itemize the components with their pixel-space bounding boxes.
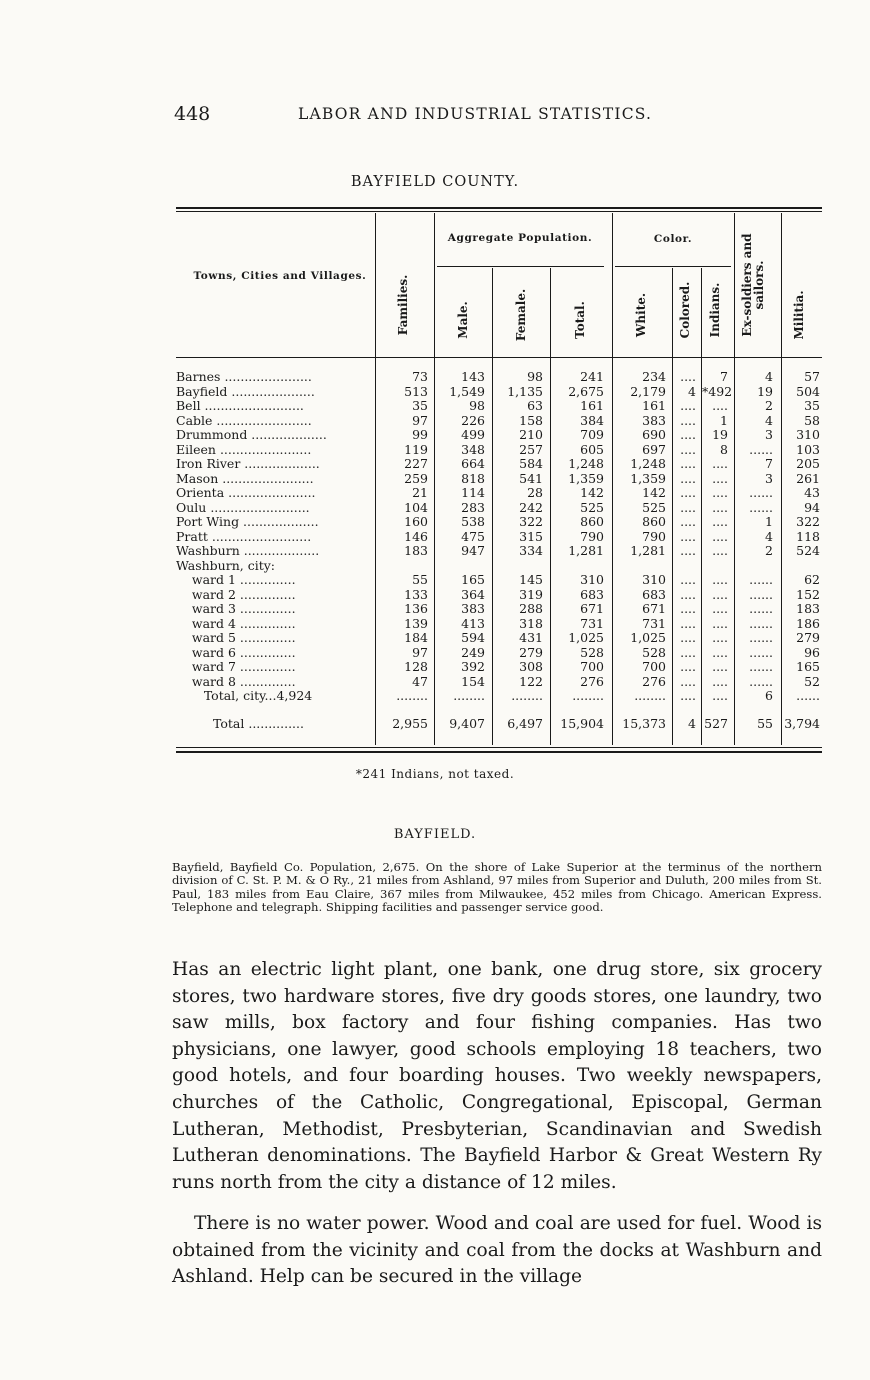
- cell-indians: 8: [720, 441, 728, 457]
- cell-male: 114: [461, 485, 485, 500]
- cell-indians: ....: [712, 644, 728, 660]
- col-header-white: White.: [634, 292, 648, 338]
- row-name: Iron River ...................: [176, 456, 320, 471]
- cell-militia: 504: [796, 383, 820, 399]
- cell-male: ........: [453, 688, 485, 703]
- table-row: [176, 617, 822, 632]
- cell-male: 413: [461, 615, 485, 631]
- cell-male: 818: [461, 470, 485, 486]
- cell-indians: ....: [712, 528, 728, 544]
- cell-indians: ....: [712, 630, 728, 645]
- cell-families: 99: [412, 427, 428, 442]
- cell-colored: 4: [688, 383, 696, 399]
- table-row: [176, 646, 822, 661]
- cell-ex: 6: [765, 688, 773, 703]
- table-row: [176, 414, 822, 429]
- cell-colored: ....: [680, 514, 696, 529]
- table-row: [176, 370, 822, 385]
- table-row: [176, 515, 822, 530]
- table-row: [176, 573, 822, 588]
- cell-colored: ....: [680, 659, 696, 674]
- cell-colored: ....: [680, 572, 696, 587]
- cell-white: 790: [642, 528, 666, 544]
- cell-total: 605: [580, 441, 604, 457]
- row-name: Oulu .........................: [176, 499, 310, 515]
- cell-militia: 165: [796, 659, 820, 674]
- cell-ex: ......: [749, 673, 773, 689]
- cell-white: 310: [642, 572, 666, 587]
- cell-male: 538: [461, 514, 485, 529]
- cell-female: 158: [519, 412, 543, 428]
- cell-ex: 2: [765, 543, 773, 558]
- row-name: Pratt .........................: [176, 528, 312, 544]
- cell-families: 259: [404, 470, 428, 486]
- cell-white: 2,179: [630, 383, 666, 399]
- col-header-color: Color.: [653, 233, 693, 245]
- total-female: 6,497: [507, 716, 543, 731]
- cell-colored: ....: [680, 644, 696, 660]
- cell-male: 98: [469, 398, 485, 413]
- cell-militia: 205: [796, 456, 820, 471]
- table-footnote: *241 Indians, not taxed.: [355, 767, 515, 781]
- cell-female: 63: [527, 398, 543, 413]
- row-name: ward 8 ..............: [176, 673, 296, 689]
- cell-female: 210: [519, 427, 543, 442]
- total-total: 15,904: [560, 716, 604, 731]
- row-name: Bell .........................: [176, 398, 304, 413]
- table-row: [176, 631, 822, 646]
- cell-indians: ....: [712, 615, 728, 631]
- cell-total: 731: [580, 615, 604, 631]
- cell-white: 731: [642, 615, 666, 631]
- cell-indians: ....: [712, 470, 728, 486]
- row-name: ward 6 ..............: [176, 644, 296, 660]
- cell-families: 133: [404, 586, 428, 602]
- cell-colored: ....: [680, 586, 696, 602]
- row-name: Orienta ......................: [176, 485, 316, 500]
- row-name: Washburn, city:: [176, 557, 275, 573]
- cell-militia: 35: [804, 398, 820, 413]
- row-name: Total, city...4,924: [176, 688, 313, 703]
- cell-indians: ....: [712, 514, 728, 529]
- cell-male: 594: [461, 630, 485, 645]
- cell-colored: ....: [680, 441, 696, 457]
- table-bottom-rule: [176, 747, 822, 748]
- cell-total: 276: [580, 673, 604, 689]
- cell-militia: 96: [804, 644, 820, 660]
- cell-male: 143: [461, 369, 485, 384]
- cell-total: 241: [580, 369, 604, 384]
- row-name: Barnes ......................: [176, 369, 312, 384]
- cell-male: 475: [461, 528, 485, 544]
- cell-families: 183: [404, 543, 428, 558]
- cell-white: 700: [642, 659, 666, 674]
- cell-white: 161: [642, 398, 666, 413]
- cell-militia: 62: [804, 572, 820, 587]
- table-title: BAYFIELD COUNTY.: [350, 174, 520, 190]
- cell-families: 73: [412, 369, 428, 384]
- row-name: ward 7 ..............: [176, 659, 296, 674]
- table-row: [176, 428, 822, 443]
- cell-female: 541: [519, 470, 543, 486]
- cell-white: 142: [642, 485, 666, 500]
- cell-female: 98: [527, 369, 543, 384]
- table-row: [176, 385, 822, 400]
- cell-female: 242: [519, 499, 543, 515]
- cell-families: 146: [404, 528, 428, 544]
- table-row: [176, 457, 822, 472]
- cell-total: 2,675: [568, 383, 604, 399]
- cell-colored: ....: [680, 456, 696, 471]
- cell-female: 257: [519, 441, 543, 457]
- cell-indians: ....: [712, 572, 728, 587]
- cell-female: 322: [519, 514, 543, 529]
- cell-militia: 58: [804, 412, 820, 428]
- cell-ex: 3: [765, 427, 773, 442]
- cell-militia: 261: [796, 470, 820, 486]
- cell-families: 97: [412, 644, 428, 660]
- cell-indians: ....: [712, 659, 728, 674]
- cell-colored: ....: [680, 485, 696, 500]
- cell-families: 139: [404, 615, 428, 631]
- row-name: Port Wing ...................: [176, 514, 319, 529]
- cell-white: 276: [642, 673, 666, 689]
- cell-male: 392: [461, 659, 485, 674]
- cell-colored: ....: [680, 688, 696, 703]
- cell-militia: 118: [796, 528, 820, 544]
- cell-colored: ....: [680, 543, 696, 558]
- total-male: 9,407: [449, 716, 485, 731]
- cell-militia: 279: [796, 630, 820, 645]
- cell-white: 1,281: [630, 543, 666, 558]
- col-header-ex-soldiers: Ex-soldiers and sailors.: [740, 233, 766, 337]
- cell-indians: ....: [712, 398, 728, 413]
- page-number: 448: [174, 103, 211, 125]
- cell-families: 21: [412, 485, 428, 500]
- row-name: Bayfield .....................: [176, 383, 315, 399]
- cell-ex: ......: [749, 615, 773, 631]
- color-underline: [615, 266, 731, 267]
- total-colored: 4: [688, 716, 696, 731]
- cell-families: 47: [412, 673, 428, 689]
- row-name: ward 5 ..............: [176, 630, 296, 645]
- cell-female: 145: [519, 572, 543, 587]
- col-header-militia: Militia.: [792, 290, 806, 340]
- row-name: ward 2 ..............: [176, 586, 296, 602]
- cell-indians: ....: [712, 499, 728, 515]
- cell-colored: ....: [680, 398, 696, 413]
- cell-ex: ......: [749, 485, 773, 500]
- cell-female: 1,135: [507, 383, 543, 399]
- cell-indians: ....: [712, 485, 728, 500]
- table-header-rule: [176, 357, 822, 358]
- cell-white: 528: [642, 644, 666, 660]
- cell-total: 683: [580, 586, 604, 602]
- table-row: [176, 530, 822, 545]
- cell-white: 697: [642, 441, 666, 457]
- cell-total: 790: [580, 528, 604, 544]
- cell-colored: ....: [680, 615, 696, 631]
- cell-indians: 19: [712, 427, 728, 442]
- cell-female: 315: [519, 528, 543, 544]
- cell-female: 122: [519, 673, 543, 689]
- cell-colored: ....: [680, 528, 696, 544]
- cell-militia: 57: [804, 369, 820, 384]
- cell-ex: 4: [765, 412, 773, 428]
- col-header-families: Families.: [396, 274, 410, 336]
- cell-total: 1,359: [568, 470, 604, 486]
- cell-indians: *492: [702, 383, 733, 399]
- cell-militia: 43: [804, 485, 820, 500]
- body-paragraph-2: There is no water power. Wood and coal are used for fuel. Wood is obtained from the vicinity and coal from the docks at Washburn and Ashland. Help can be secured in the village: [172, 1213, 822, 1288]
- table-top-rule-inner: [176, 211, 822, 212]
- cell-male: 348: [461, 441, 485, 457]
- table-row: [176, 602, 822, 617]
- cell-female: 319: [519, 586, 543, 602]
- cell-female: 28: [527, 485, 543, 500]
- cell-families: 35: [412, 398, 428, 413]
- cell-families: 136: [404, 601, 428, 616]
- cell-male: 664: [461, 456, 485, 471]
- cell-female: ........: [511, 688, 543, 703]
- col-header-towns: Towns, Cities and Villages.: [193, 270, 367, 282]
- cell-indians: ....: [712, 586, 728, 602]
- cell-indians: 1: [720, 412, 728, 428]
- cell-total: 709: [580, 427, 604, 442]
- section-title: BAYFIELD.: [393, 827, 477, 842]
- total-indians: 527: [704, 716, 728, 731]
- cell-families: 513: [404, 383, 428, 399]
- cell-indians: ....: [712, 673, 728, 689]
- row-name: ward 4 ..............: [176, 615, 296, 631]
- cell-families: 227: [404, 456, 428, 471]
- cell-ex: ......: [749, 630, 773, 645]
- cell-female: 584: [519, 456, 543, 471]
- cell-families: 97: [412, 412, 428, 428]
- cell-families: 128: [404, 659, 428, 674]
- cell-colored: ....: [680, 369, 696, 384]
- table-row: [176, 399, 822, 414]
- cell-ex: 3: [765, 470, 773, 486]
- total-militia: 3,794: [784, 716, 820, 731]
- body-paragraph-1: Has an electric light plant, one bank, one drug store, six grocery stores, two hardware stores, five dry goods stores, one laundry, two saw mills, box factory and four fishing companies. Has two physicians, one lawyer, good schools employing 18 teachers, two good hotels, and four boarding houses. Two weekly newspapers, churches of the Catholic, Congregational, Episcopal, German Lutheran, Methodist, Presbyterian, Scandinavian and Swedish Lutheran denominations. The Bayfield Harbor & Great Western Ry runs north from the city a distance of 12 miles.: [172, 959, 822, 1193]
- cell-ex: 2: [765, 398, 773, 413]
- table-row: [176, 660, 822, 675]
- cell-colored: ....: [680, 470, 696, 486]
- cell-male: 499: [461, 427, 485, 442]
- cell-white: ........: [634, 688, 666, 703]
- table-row: [176, 501, 822, 516]
- cell-families: 160: [404, 514, 428, 529]
- table-row: [176, 588, 822, 603]
- col-header-total: Total.: [573, 301, 587, 339]
- row-name: Drummond ...................: [176, 427, 327, 442]
- col-header-aggregate: Aggregate Population.: [447, 232, 593, 244]
- cell-militia: 310: [796, 427, 820, 442]
- cell-colored: ....: [680, 427, 696, 442]
- cell-militia: ......: [796, 688, 820, 703]
- cell-female: 318: [519, 615, 543, 631]
- row-name: Eileen .......................: [176, 441, 312, 457]
- cell-white: 683: [642, 586, 666, 602]
- cell-male: 283: [461, 499, 485, 515]
- cell-families: 184: [404, 630, 428, 645]
- table-row: [176, 486, 822, 501]
- cell-militia: 103: [796, 441, 820, 457]
- cell-total: 310: [580, 572, 604, 587]
- cell-total: 384: [580, 412, 604, 428]
- cell-ex: ......: [749, 659, 773, 674]
- row-name: ward 3 ..............: [176, 601, 296, 616]
- table-row: [176, 472, 822, 487]
- cell-colored: ....: [680, 601, 696, 616]
- cell-male: 383: [461, 601, 485, 616]
- cell-families: 119: [404, 441, 428, 457]
- cell-indians: ....: [712, 543, 728, 558]
- cell-white: 383: [642, 412, 666, 428]
- cell-militia: 94: [804, 499, 820, 515]
- total-white: 15,373: [622, 716, 666, 731]
- cell-male: 154: [461, 673, 485, 689]
- cell-male: 226: [461, 412, 485, 428]
- table-row: [176, 675, 822, 690]
- cell-white: 525: [642, 499, 666, 515]
- table-row: [176, 443, 822, 458]
- cell-white: 1,359: [630, 470, 666, 486]
- cell-total: 161: [580, 398, 604, 413]
- cell-male: 364: [461, 586, 485, 602]
- cell-militia: 524: [796, 543, 820, 558]
- cell-colored: ....: [680, 673, 696, 689]
- cell-total: 1,281: [568, 543, 604, 558]
- cell-colored: ....: [680, 630, 696, 645]
- total-label: Total ..............: [213, 716, 304, 731]
- cell-families: 104: [404, 499, 428, 515]
- cell-ex: 1: [765, 514, 773, 529]
- cell-male: 947: [461, 543, 485, 558]
- col-header-female: Female.: [514, 288, 528, 342]
- table-bottom-rule-outer: [176, 751, 822, 753]
- running-header: LABOR AND INDUSTRIAL STATISTICS.: [298, 105, 653, 123]
- cell-indians: ....: [712, 456, 728, 471]
- cell-ex: ......: [749, 572, 773, 587]
- cell-female: 288: [519, 601, 543, 616]
- table-top-rule: [176, 207, 822, 209]
- cell-total: 525: [580, 499, 604, 515]
- total-row: [176, 717, 822, 732]
- cell-ex: ......: [749, 601, 773, 616]
- cell-total: 860: [580, 514, 604, 529]
- table-row: [176, 559, 822, 574]
- cell-white: 690: [642, 427, 666, 442]
- row-name: Mason .......................: [176, 470, 314, 486]
- cell-white: 1,025: [630, 630, 666, 645]
- cell-ex: ......: [749, 586, 773, 602]
- cell-indians: 7: [720, 369, 728, 384]
- cell-ex: 19: [757, 383, 773, 399]
- cell-militia: 186: [796, 615, 820, 631]
- row-name: ward 1 ..............: [176, 572, 296, 587]
- cell-white: 1,248: [630, 456, 666, 471]
- cell-ex: 4: [765, 369, 773, 384]
- cell-male: 165: [461, 572, 485, 587]
- table-row: [176, 544, 822, 559]
- cell-female: 279: [519, 644, 543, 660]
- col-header-indians: Indians.: [708, 282, 722, 338]
- cell-indians: ....: [712, 601, 728, 616]
- cell-total: 1,248: [568, 456, 604, 471]
- cell-families: 55: [412, 572, 428, 587]
- cell-female: 334: [519, 543, 543, 558]
- cell-ex: 4: [765, 528, 773, 544]
- cell-total: 528: [580, 644, 604, 660]
- summary-paragraph: Bayfield, Bayfield Co. Population, 2,675. On the shore of Lake Superior at the terminus of the northern division of C. St. P. M. & O Ry., 21 miles from Ashland, 97 miles from Superior and Duluth, 200 miles from St. Paul, 183 miles from Eau Claire, 367 miles from Milwaukee, 452 miles from Chicago. American Express. Telephone and telegraph. Shipping facilities and passenger service good.: [172, 860, 822, 914]
- col-header-male: Male.: [456, 301, 470, 339]
- cell-ex: ......: [749, 499, 773, 515]
- cell-ex: 7: [765, 456, 773, 471]
- cell-white: 234: [642, 369, 666, 384]
- cell-militia: 183: [796, 601, 820, 616]
- row-name: Washburn ...................: [176, 543, 320, 558]
- cell-militia: 52: [804, 673, 820, 689]
- cell-militia: 152: [796, 586, 820, 602]
- col-header-colored: Colored.: [678, 281, 692, 339]
- cell-indians: ....: [712, 688, 728, 703]
- cell-female: 308: [519, 659, 543, 674]
- total-ex: 55: [757, 716, 773, 731]
- cell-colored: ....: [680, 412, 696, 428]
- table-row: [176, 689, 822, 704]
- total-families: 2,955: [392, 716, 428, 731]
- aggregate-underline: [437, 266, 604, 267]
- cell-ex: ......: [749, 644, 773, 660]
- cell-white: 671: [642, 601, 666, 616]
- cell-male: 1,549: [449, 383, 485, 399]
- cell-total: 700: [580, 659, 604, 674]
- cell-total: ........: [572, 688, 604, 703]
- cell-white: 860: [642, 514, 666, 529]
- cell-total: 1,025: [568, 630, 604, 645]
- cell-male: 249: [461, 644, 485, 660]
- cell-total: 671: [580, 601, 604, 616]
- row-name: Cable ........................: [176, 412, 312, 428]
- cell-total: 142: [580, 485, 604, 500]
- cell-militia: 322: [796, 514, 820, 529]
- cell-families: ........: [396, 688, 428, 703]
- cell-ex: ......: [749, 441, 773, 457]
- cell-female: 431: [519, 630, 543, 645]
- cell-colored: ....: [680, 499, 696, 515]
